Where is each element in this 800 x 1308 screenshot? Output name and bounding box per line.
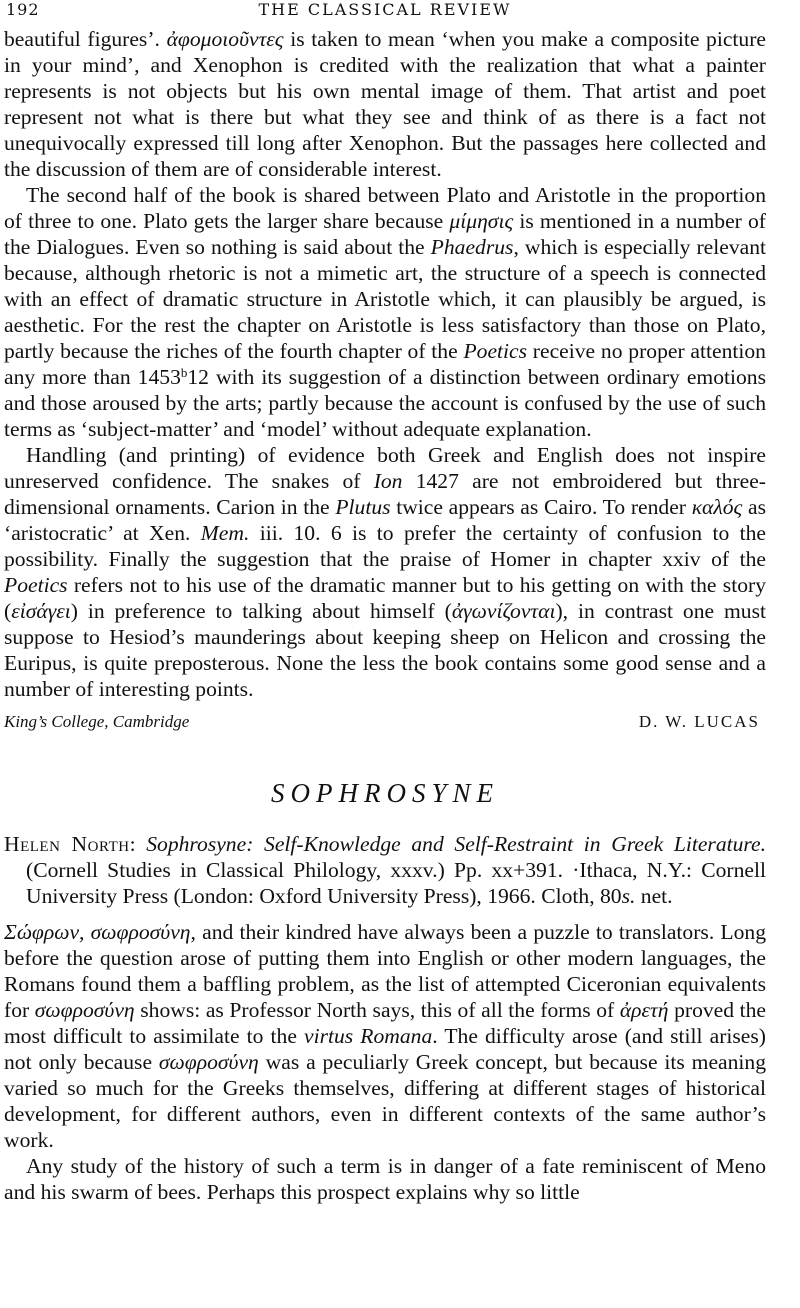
text-run: iii. 10. 6 is to prefer the certainty of confusion to the possibility. Finally the suggestion that the praise of Homer in chapter xxiv of the <box>4 521 766 571</box>
italic-run: s. <box>621 884 636 908</box>
italic-run: Σώφρων, σωφροσύνη <box>4 920 191 944</box>
italic-run: Sophrosyne: Self-Knowledge and Self-Restraint in Greek Literature. <box>146 832 766 856</box>
italic-run: Mem. <box>200 521 250 545</box>
paragraph <box>4 26 766 182</box>
italic-run: virtus Romana <box>304 1024 433 1048</box>
text-run: is taken to mean ‘when you make a composite picture in your mind’, and Xenophon is credited with the realization that what a painter represents is not objects but his own mental image of them. That artist and poet represent not what is there but what they see and think of as there is a fact not unequivocally expressed till long after Xenophon. But the passages here collected and the discussion of them are of considerable interest. <box>4 27 766 181</box>
text-run: twice appears as Cairo. To render <box>390 495 692 519</box>
bibliographic-entry <box>4 831 766 909</box>
text-run: , and their kindred have always been a puzzle to translators. Long before the question arose of putting them into English or other modern languages, the Romans found them a baffling problem, as the list of attempted Ciceronian equivalents for <box>4 920 767 1022</box>
text-run: ) in preference to talking about himself ( <box>70 599 452 623</box>
text-run: is mentioned in a number of the Dialogues. Even so nothing is said about the <box>4 209 766 259</box>
italic-run: σωφροσύνη <box>34 998 135 1022</box>
italic-run: ἀρετή <box>619 998 669 1022</box>
text-run: receive no proper attention any more than 1453 <box>4 339 766 389</box>
paragraph <box>4 919 766 1153</box>
italic-run: ἀγωνίζονται <box>451 599 556 623</box>
text-run: Handling (and printing) of evidence both Greek and English does not inspire unreserved confidence. The snakes of <box>4 443 766 493</box>
page-number: 192 <box>6 0 40 19</box>
section-title: SOPHROSYNE <box>271 778 499 808</box>
text-run: beautiful figures’. <box>4 27 167 51</box>
text-run: , which is especially relevant because, although rhetoric is not a mimetic art, the structure of a speech is connected with an effect of dramatic structure in Aristotle which, it can plausibly be argued, is aesthetic. For the rest the chapter on Aristotle is less satisfactory than those on Plato, partly because the riches of the fourth chapter of the <box>4 235 766 363</box>
paragraph <box>4 1153 766 1205</box>
page-header <box>4 0 766 26</box>
italic-run: Plutus <box>335 495 391 519</box>
text-run: (Cornell Studies in Classical Philology, xxxv.) Pp. xx+391. ·Ithaca, N.Y.: Cornell University Press (London: Oxford University Press), 1966. Cloth, 80 <box>26 858 766 908</box>
text-run: refers not to his use of the dramatic manner but to his getting on with the story ( <box>4 573 766 623</box>
reviewer-name: D. W. LUCAS <box>638 712 760 731</box>
review-lucas <box>4 26 766 702</box>
italic-run: μίμησις <box>449 209 514 233</box>
text-run: : <box>129 832 147 856</box>
text-run: net. <box>635 884 673 908</box>
italic-run: Phaedrus <box>430 235 514 259</box>
italic-run: ἀφομοιοῦντες <box>166 27 284 51</box>
italic-run: Poetics <box>463 339 528 363</box>
text-run: 12 with its suggestion of a distinction between ordinary emotions and those aroused by the arts; partly because the account is confused by the use of such terms as ‘subject-matter’ and ‘model’ without adequate explanation. <box>4 365 767 441</box>
text-run: . The difficulty arose (and still arises) not only because <box>4 1024 766 1074</box>
italic-run: σωφροσύνη <box>158 1050 259 1074</box>
text-run: The second half of the book is shared between Plato and Aristotle in the proportion of three to one. Plato gets the larger share because <box>4 183 766 233</box>
italic-run: Poetics <box>4 573 68 597</box>
text-run: proved the most difficult to assimilate to the <box>4 998 767 1048</box>
text-run: shows: as Professor North says, this of all the forms of <box>134 998 620 1022</box>
paragraph <box>4 182 766 442</box>
review-sophrosyne <box>4 919 766 1205</box>
paragraph <box>4 442 766 702</box>
text-run: was a peculiarly Greek concept, but because its meaning varied so much for the Greeks themselves, differing at different stages of historical development, for different authors, even in different contexts of the same author’s work. <box>4 1050 767 1152</box>
running-head: THE CLASSICAL REVIEW <box>258 0 512 19</box>
italic-run: Ion <box>373 469 403 493</box>
affiliation: King’s College, Cambridge <box>4 712 190 731</box>
signature-line <box>4 712 766 738</box>
text-run: Helen North <box>4 832 130 856</box>
text-run: Any study of the history of such a term is in danger of a fate reminiscent of Meno and his swarm of bees. Perhaps this prospect explains why so little <box>4 1154 766 1204</box>
text-run: 1427 are not embroidered but three-dimensional ornaments. Carion in the <box>4 469 766 519</box>
italic-run: καλός <box>691 495 743 519</box>
superscript: b <box>180 365 188 380</box>
text-run: ), in contrast one must suppose to Hesiod’s maunderings about keeping sheep on Helicon and crossing the Euripus, is quite preposterous. None the less the book contains some good sense and a number of interesting points. <box>4 599 767 701</box>
text-run: as ‘aristocratic’ at Xen. <box>4 495 766 545</box>
italic-run: εἰσάγει <box>11 599 71 623</box>
